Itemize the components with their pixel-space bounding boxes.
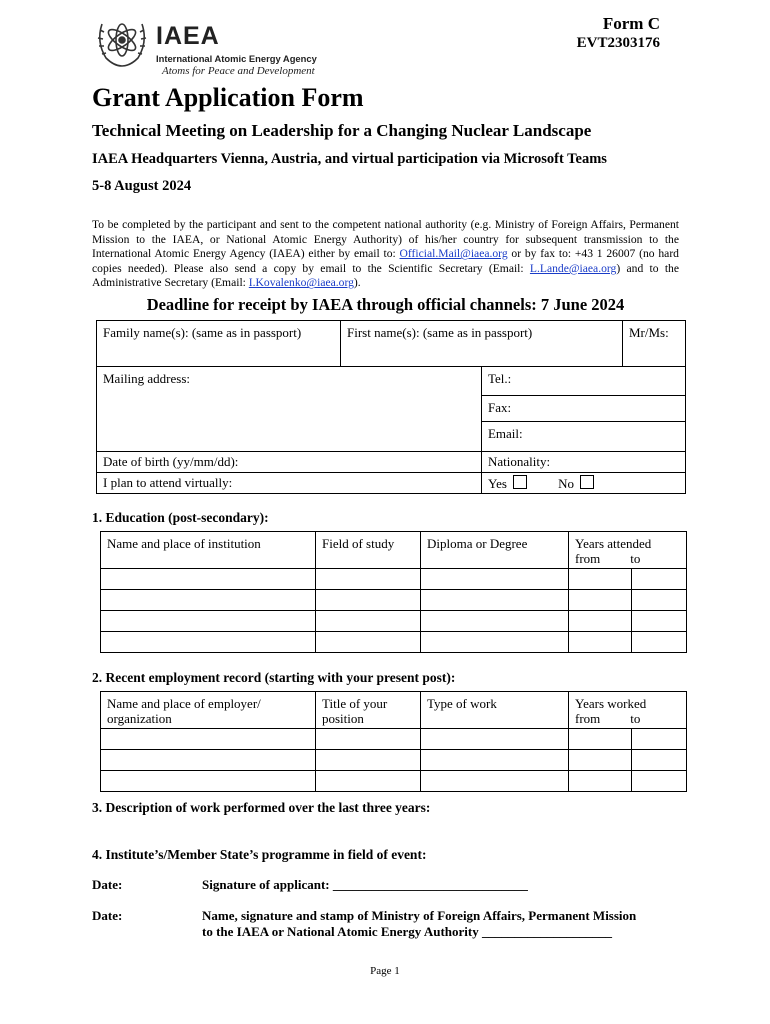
employment-heading: 2. Recent employment record (starting with your present post):: [92, 670, 456, 685]
table-cell[interactable]: [632, 611, 687, 632]
table-cell[interactable]: [421, 750, 569, 771]
table-cell[interactable]: [421, 771, 569, 792]
email-label: Email:: [487, 426, 523, 441]
table-cell[interactable]: [632, 771, 687, 792]
employment-col-work-type: [421, 692, 569, 729]
employment-col-title: [316, 692, 421, 729]
table-row: [101, 611, 687, 632]
logo-wordmark: IAEA: [156, 22, 220, 50]
instructions-paragraph: [92, 218, 679, 291]
iaea-logo: [92, 14, 352, 80]
table-row: [101, 771, 687, 792]
table-cell[interactable]: [569, 729, 632, 750]
table-cell[interactable]: [316, 771, 421, 792]
table-cell[interactable]: [632, 632, 687, 653]
table-cell[interactable]: [316, 611, 421, 632]
title-label: Mr/Ms:: [628, 325, 669, 340]
table-cell[interactable]: [632, 590, 687, 611]
education-col-degree: [421, 532, 569, 569]
education-col-field-label: Field of study: [322, 536, 395, 551]
intro-text-3: ) and to the Administrative Secretary (Email:: [92, 261, 679, 290]
employment-to-label: to: [630, 711, 641, 726]
table-cell[interactable]: [101, 632, 316, 653]
logo-agency-name: International Atomic Energy Agency: [156, 53, 317, 64]
education-col-years-label: Years attended: [575, 536, 652, 551]
title-field[interactable]: [622, 321, 685, 367]
table-cell[interactable]: [101, 729, 316, 750]
table-cell[interactable]: [569, 590, 632, 611]
education-col-years: [569, 532, 687, 569]
deadline-notice: Deadline for receipt by IAEA through official channels: 7 June 2024: [146, 295, 625, 314]
yes-checkbox[interactable]: [513, 475, 527, 489]
table-row: [101, 750, 687, 771]
education-table: [100, 531, 687, 653]
iaea-emblem-icon: [92, 14, 152, 70]
authority-stamp-line-2[interactable]: to the IAEA or National Atomic Energy Authority ____________________: [202, 924, 612, 939]
section-4-heading: 4. Institute’s/Member State’s programme in field of event:: [92, 847, 427, 862]
table-cell[interactable]: [101, 771, 316, 792]
table-cell[interactable]: [316, 750, 421, 771]
table-cell[interactable]: [101, 569, 316, 590]
education-col-degree-label: Diploma or Degree: [427, 536, 528, 551]
email-field[interactable]: [481, 422, 685, 452]
employment-col-employer-label: Name and place of employer/ organization: [107, 696, 261, 726]
family-name-label: Family name(s): (same as in passport): [103, 325, 302, 340]
tel-field[interactable]: [481, 367, 685, 396]
employment-table: [100, 691, 687, 792]
first-name-field[interactable]: [341, 321, 623, 367]
no-checkbox[interactable]: [580, 475, 594, 489]
table-cell[interactable]: [569, 569, 632, 590]
education-from-label: from: [575, 551, 601, 566]
form-label: Form C: [602, 14, 660, 33]
date-label-1: Date:: [92, 877, 123, 892]
table-cell[interactable]: [569, 771, 632, 792]
first-name-label: First name(s): (same as in passport): [347, 325, 533, 340]
employment-col-title-label: Title of your position: [322, 696, 388, 726]
logo-tagline: Atoms for Peace and Development: [162, 65, 315, 77]
table-cell[interactable]: [569, 632, 632, 653]
meeting-title: Technical Meeting on Leadership for a Changing Nuclear Landscape: [92, 121, 592, 140]
education-col-institution: [101, 532, 316, 569]
nationality-label: Nationality:: [487, 454, 551, 469]
employment-col-work-type-label: Type of work: [427, 696, 497, 711]
mailing-address-label: Mailing address:: [103, 371, 191, 386]
table-cell[interactable]: [316, 590, 421, 611]
table-row: [101, 590, 687, 611]
table-cell[interactable]: [421, 611, 569, 632]
table-cell[interactable]: [632, 729, 687, 750]
event-dates: 5-8 August 2024: [92, 178, 192, 194]
applicant-signature-line[interactable]: Signature of applicant: ______________________________: [202, 877, 528, 892]
employment-col-employer: [101, 692, 316, 729]
table-cell[interactable]: [316, 569, 421, 590]
employment-col-years: [569, 692, 687, 729]
education-col-field: [316, 532, 421, 569]
virtual-attendance-row: [97, 473, 482, 494]
no-label: No: [558, 476, 575, 491]
education-to-label: to: [630, 551, 641, 566]
scientific-secretary-email-link[interactable]: L.Lande@iaea.org: [529, 261, 617, 275]
employment-col-years-label: Years worked: [575, 696, 647, 711]
table-cell[interactable]: [421, 569, 569, 590]
mailing-address-field[interactable]: [97, 367, 482, 452]
table-cell[interactable]: [569, 750, 632, 771]
table-cell[interactable]: [632, 569, 687, 590]
form-code: EVT2303176: [576, 35, 660, 51]
table-cell[interactable]: [101, 590, 316, 611]
page-title: Grant Application Form: [92, 83, 364, 112]
table-cell[interactable]: [101, 611, 316, 632]
virtual-attendance-label: I plan to attend virtually:: [103, 475, 233, 490]
section-3-heading: 3. Description of work performed over the last three years:: [92, 800, 431, 815]
table-cell[interactable]: [421, 729, 569, 750]
yes-label: Yes: [487, 476, 507, 491]
table-cell[interactable]: [316, 729, 421, 750]
table-row: [101, 632, 687, 653]
dob-label: Date of birth (yy/mm/dd):: [103, 454, 239, 469]
family-name-field[interactable]: [97, 321, 341, 367]
virtual-attendance-options: [481, 473, 685, 494]
table-cell[interactable]: [421, 590, 569, 611]
official-mail-link[interactable]: Official.Mail@iaea.org: [399, 247, 508, 261]
authority-stamp-line-1: Name, signature and stamp of Ministry of Foreign Affairs, Permanent Mission: [202, 908, 637, 923]
nationality-field[interactable]: [481, 452, 685, 473]
table-row: [101, 729, 687, 750]
administrative-secretary-email-link[interactable]: I.Kovalenko@iaea.org: [248, 276, 354, 290]
table-cell[interactable]: [569, 611, 632, 632]
page-number: Page 1: [370, 965, 400, 977]
fax-label: Fax:: [487, 400, 512, 415]
date-label-2: Date:: [92, 908, 123, 923]
fax-field[interactable]: [481, 396, 685, 422]
education-col-institution-label: Name and place of institution: [107, 536, 261, 551]
personal-info-table: [96, 320, 686, 494]
table-cell[interactable]: [101, 750, 316, 771]
education-heading: 1. Education (post-secondary):: [92, 510, 269, 525]
intro-text-1: To be completed by the participant and sent to the competent national authority (e.g. Ministry of Foreign Affairs, Permanent Mission to the IAEA, or National Atomic Energy Authority) of his/her country for subsequent transmission to the International Atomic Energy Agency (IAEA) either by email to:: [92, 218, 679, 261]
intro-text-4: ).: [353, 276, 361, 290]
dob-field[interactable]: [97, 452, 482, 473]
table-row: [101, 569, 687, 590]
intro-text-2: or by fax to: +43 1 26007 (no hard copies needed). Please also send a copy by email to the Scientific Secretary (Email:: [92, 247, 679, 275]
venue: IAEA Headquarters Vienna, Austria, and virtual participation via Microsoft Teams: [92, 151, 607, 167]
employment-from-label: from: [575, 711, 601, 726]
table-cell[interactable]: [316, 632, 421, 653]
tel-label: Tel.:: [487, 371, 512, 386]
table-cell[interactable]: [421, 632, 569, 653]
table-cell[interactable]: [632, 750, 687, 771]
